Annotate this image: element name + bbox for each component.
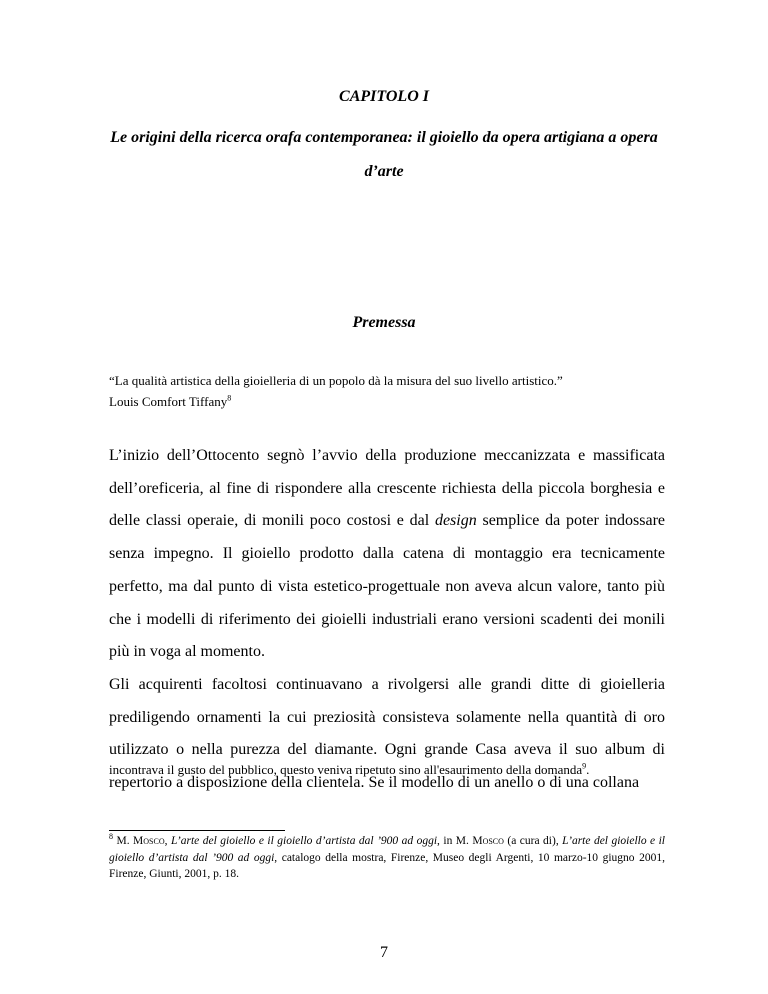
footnote-8 xyxy=(109,833,665,883)
paragraph-2: Gli acquirenti facoltosi continuavano a rivolgersi alle grandi ditte di gioielleria prediligendo ornamenti la cui preziosità consisteva solamente nella quantità di oro utilizzato o nella purezza del diamante. Ogni grande Casa aveva il suo album di repertorio a disposizione della clientela. Se il modello di un anello o di una collana xyxy=(109,675,665,792)
epigraph-attribution xyxy=(109,391,669,412)
epigraph-quote: “La qualità artistica della gioielleria di un popolo dà la misura del suo livello artistico.” xyxy=(109,373,563,388)
footnote-editor: M. Mosco xyxy=(455,835,504,847)
footnote-ref-8: 8 xyxy=(227,393,232,403)
chapter-label: CAPITOLO I xyxy=(339,88,429,105)
continuation-text: incontrava il gusto del pubblico, questo veniva ripetuto sino all'esaurimento della domanda xyxy=(109,762,583,777)
footnote-ref-9: 9 xyxy=(582,761,587,771)
footnote-in: , in xyxy=(437,835,456,847)
paragraph-1-part-b: semplice da poter indossare senza impegno. Il gioiello prodotto dalla catena di montaggio era tecnicamente perfetto, ma dal punto di vista estetico-progettuale non aveva alcun valore, tanto più che i modelli di riferimento dei gioielli industriali erano versioni scadenti dei monili più in voga al momento. xyxy=(109,512,666,661)
footnote-title: L’arte del gioiello e il gioiello d’artista dal ’900 ad oggi xyxy=(170,835,438,847)
footnote-curator: (a cura di), xyxy=(503,835,563,847)
body-text xyxy=(109,440,665,800)
page-number: 7 xyxy=(380,944,388,961)
footnote-catalog-title: L’arte del gioiello e il gioiello d’artista dal ’900 ad oggi xyxy=(109,835,666,864)
paragraph-1-part-a: L’inizio dell’Ottocento segnò l’avvio della produzione meccanizzata e massificata dell’oreficeria, al fine di rispondere alla crescente richiesta della piccola borghesia e delle classi operaie, di monili poco costosi e dal xyxy=(109,447,665,530)
footnote-separator xyxy=(109,830,285,831)
continuation-line xyxy=(109,762,669,778)
section-heading: Premessa xyxy=(352,314,416,331)
epigraph-author: Louis Comfort Tiffany xyxy=(109,394,228,409)
footnote-publication-info: , catalogo della mostra, Firenze, Museo degli Argenti, 10 marzo-10 giugno 2001, Firenze, Giunti, 2001, p. 18. xyxy=(109,851,665,880)
footnote-separator-text: , xyxy=(164,835,171,847)
footnote-author: M. Mosco xyxy=(116,835,165,847)
continuation-end: . xyxy=(586,762,590,777)
paragraph-1 xyxy=(109,440,665,669)
footnote-number: 8 xyxy=(109,832,113,842)
epigraph xyxy=(109,370,669,412)
chapter-title: Le origini della ricerca orafa contemporanea: il gioiello da opera artigiana a opera d’arte xyxy=(110,129,658,180)
paragraph-1-emphasis: design xyxy=(434,512,477,530)
